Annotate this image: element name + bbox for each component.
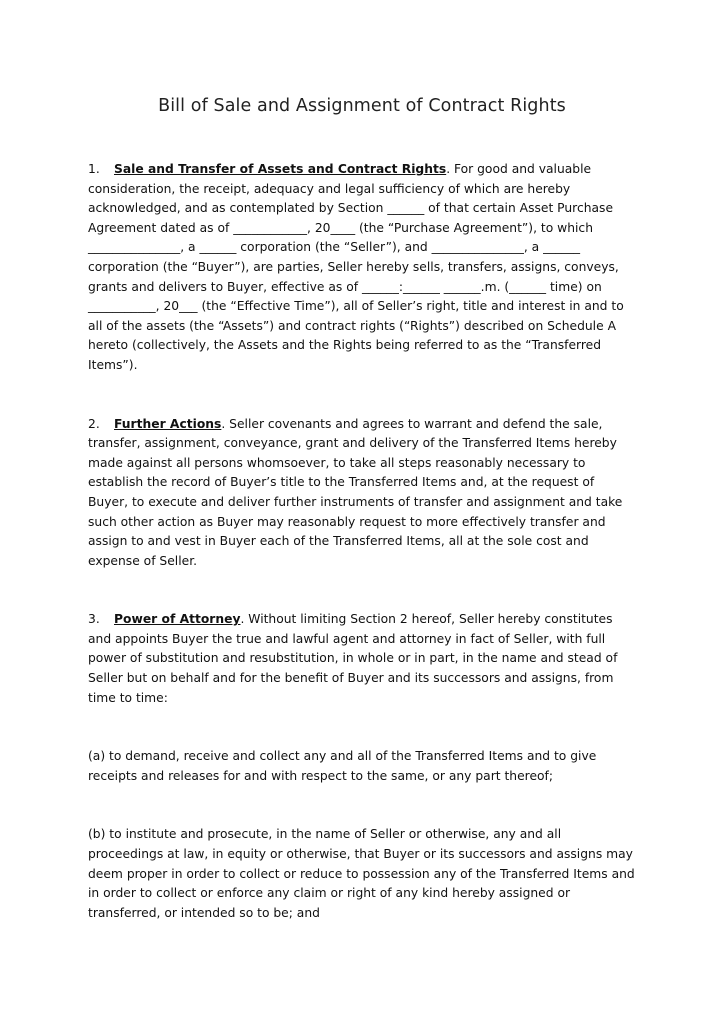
section-number: 3.: [88, 612, 100, 627]
document-body: [88, 160, 636, 962]
section-number: 1.: [88, 162, 100, 176]
section-1: [88, 160, 636, 376]
section-heading: Sale and Transfer of Assets and Contract Rights: [114, 162, 447, 176]
section-text: . Seller covenants and agrees to warrant and defend the sale, transfer, assignment, conveyance, grant and delivery of the Transferred Items hereby made against all persons whomsoever, to take all steps reasonably necessary to establish the record of Buyer’s title to the Transferred Items and, at the request of Buyer, to execute and deliver further instruments of transfer and assignment and take such other action as Buyer may reasonably request to more effectively transfer and assign to and vest in Buyer each of the Transferred Items, all at the sole cost and expense of Seller.: [88, 416, 623, 568]
section-heading: Further Actions: [114, 416, 222, 431]
section-3: [88, 610, 636, 708]
section-2: [88, 415, 636, 572]
subsection-a: (a) to demand, receive and collect any and all of the Transferred Items and to give receipts and releases for and with respect to the same, or any part thereof;: [88, 749, 597, 783]
subsection-b: (b) to institute and prosecute, in the name of Seller or otherwise, any and all proceedings at law, in equity or otherwise, that Buyer or its successors and assigns may deem proper in order to collect or reduce to possession any of the Transferred Items and in order to collect or enforce any claim or right of any kind hereby assigned or transferred, or intended so to be; and: [88, 827, 635, 920]
section-text: . For good and valuable consideration, the receipt, adequacy and legal sufficiency of which are hereby acknowledged, and as contemplated by Section ______ of that certain Asset Purchase Agreement dated as of ____________, 20____ (the “Purchase Agreement”), to which _______________, a ______ corporation (the “Seller”), and _______________, a ______ corporation (the “Buyer”), are parties, Seller hereby sells, transfers, assigns, conveys, grants and delivers to Buyer, effective as of ______:______ ______.m. (______ time) on ___________, 20___ (the “Effective Time”), all of Seller’s right, title and interest in and to all of the assets (the “Assets”) and contract rights (“Rights”) described on Schedule A hereto (collectively, the Assets and the Rights being referred to as the “Transferred Items”).: [88, 162, 624, 372]
section-text: . Without limiting Section 2 hereof, Seller hereby constitutes and appoints Buyer the true and lawful agent and attorney in fact of Seller, with full power of substitution and resubstitution, in whole or in part, in the name and stead of Seller but on behalf and for the benefit of Buyer and its successors and assigns, from time to time:: [88, 612, 618, 705]
section-number: 2.: [88, 416, 100, 431]
document-title: Bill of Sale and Assignment of Contract Rights: [158, 96, 566, 116]
section-heading: Power of Attorney: [114, 612, 241, 627]
